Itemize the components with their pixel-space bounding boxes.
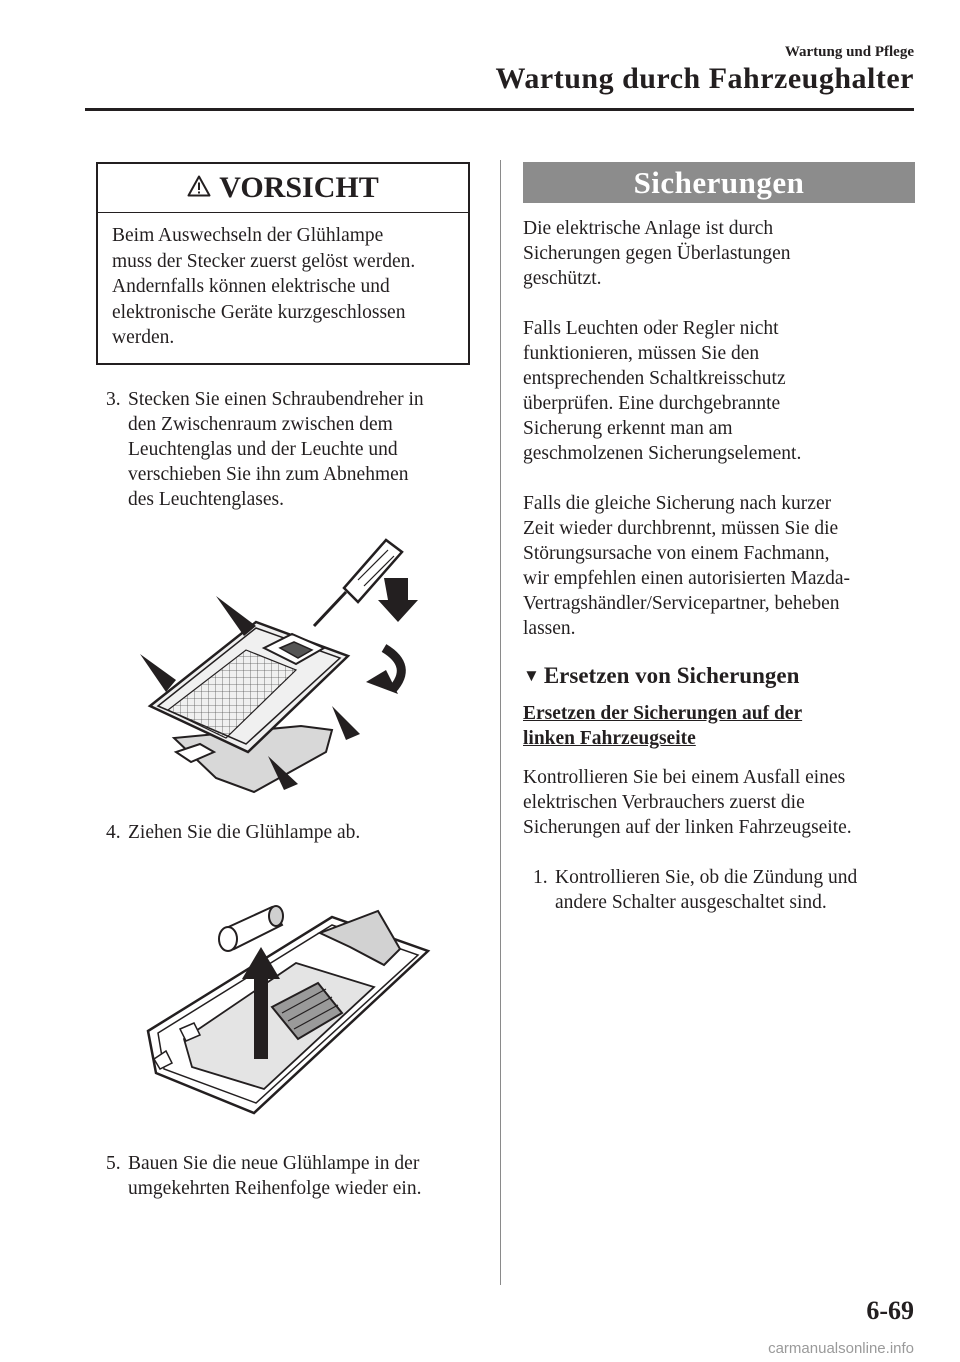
section-label: Wartung und Pflege: [784, 44, 914, 60]
para-line: Sicherungen gegen Überlastungen: [523, 243, 791, 264]
underlined-line: Ersetzen der Sicherungen auf der: [523, 703, 803, 724]
underlined-line: linken Fahrzeugseite: [523, 728, 696, 749]
step-5: [96, 1151, 470, 1201]
para-line: Kontrollieren Sie bei einem Ausfall eines: [523, 767, 846, 788]
header-divider: [85, 108, 914, 111]
para-line: elektrischen Verbrauchers zuerst die: [523, 792, 805, 813]
step-number: 3.: [106, 388, 121, 410]
step-line: Leuchtenglas und der Leuchte und: [128, 438, 398, 460]
right-column: [523, 162, 915, 915]
step-line: den Zwischenraum zwischen dem: [128, 413, 393, 435]
caution-line: werden.: [112, 327, 175, 348]
step-line: des Leuchtenglases.: [128, 488, 284, 510]
step-number: 4.: [106, 821, 121, 843]
underlined-heading: [523, 701, 915, 751]
section-banner: Sicherungen: [523, 162, 915, 203]
watermark: carmanualsonline.info: [768, 1340, 914, 1357]
paragraph-left-fuses: [523, 765, 915, 840]
caution-line: Andernfalls können elektrische und: [112, 276, 390, 297]
para-line: Störungsursache von einem Fachmann,: [523, 543, 830, 564]
para-line: überprüfen. Eine durchgebrannte: [523, 393, 781, 414]
step-line: Kontrollieren Sie, ob die Zündung und: [555, 867, 858, 888]
para-line: Falls Leuchten oder Regler nicht: [523, 318, 779, 339]
caution-title: VORSICHT: [219, 171, 379, 204]
caution-line: elektronische Geräte kurzgeschlossen: [112, 301, 406, 323]
subheading-text: Ersetzen von Sicherungen: [543, 663, 800, 688]
step-line: umgekehrten Reihenfolge wieder ein.: [128, 1177, 422, 1199]
paragraph-check: [523, 316, 915, 466]
caution-text: [98, 213, 468, 363]
para-line: Sicherungen auf der linken Fahrzeugseite.: [523, 817, 852, 838]
caution-line: Beim Auswechseln der Glühlampe: [112, 225, 384, 246]
lens-removal-illustration: [96, 530, 470, 802]
para-line: Die elektrische Anlage ist durch: [523, 218, 774, 239]
step-line: Ziehen Sie die Glühlampe ab.: [128, 821, 361, 843]
step-line: Bauen Sie die neue Glühlampe in der: [128, 1152, 420, 1174]
step-4: [96, 820, 470, 845]
para-line: geschmolzenen Sicherungselement.: [523, 443, 802, 464]
para-line: lassen.: [523, 618, 576, 639]
step-line: Stecken Sie einen Schraubendreher in: [128, 388, 424, 410]
step-number: 5.: [106, 1152, 121, 1174]
left-column: [96, 162, 470, 1201]
bulb-removal-illustration: [96, 863, 470, 1133]
para-line: funktionieren, müssen Sie den: [523, 343, 760, 364]
subheading: [523, 663, 915, 689]
para-line: geschützt.: [523, 268, 602, 289]
para-line: Falls die gleiche Sicherung nach kurzer: [523, 493, 832, 514]
para-line: entsprechenden Schaltkreisschutz: [523, 368, 786, 389]
triangle-down-icon: ▼: [523, 666, 540, 685]
column-divider: [500, 160, 501, 1285]
caution-header: [98, 164, 468, 213]
para-line: Zeit wieder durchbrennt, müssen Sie die: [523, 518, 839, 539]
page-title: Wartung durch Fahrzeughalter: [495, 62, 914, 95]
caution-box: [96, 162, 470, 365]
caution-line: muss der Stecker zuerst gelöst werden.: [112, 250, 416, 272]
para-line: Vertragshändler/Servicepartner, beheben: [523, 593, 840, 614]
step-line: verschieben Sie ihn zum Abnehmen: [128, 463, 409, 485]
step-number: 1.: [533, 867, 548, 888]
para-line: Sicherung erkennt man am: [523, 418, 733, 439]
paragraph-repeat: [523, 491, 915, 641]
para-line: wir empfehlen einen autorisierten Mazda-: [523, 568, 851, 589]
step-1: [523, 865, 915, 915]
warning-triangle-icon: [187, 171, 211, 205]
step-line: andere Schalter ausgeschaltet sind.: [555, 892, 827, 913]
page-number: 6-69: [866, 1296, 914, 1325]
step-3: [96, 387, 470, 512]
paragraph-intro: [523, 216, 915, 291]
